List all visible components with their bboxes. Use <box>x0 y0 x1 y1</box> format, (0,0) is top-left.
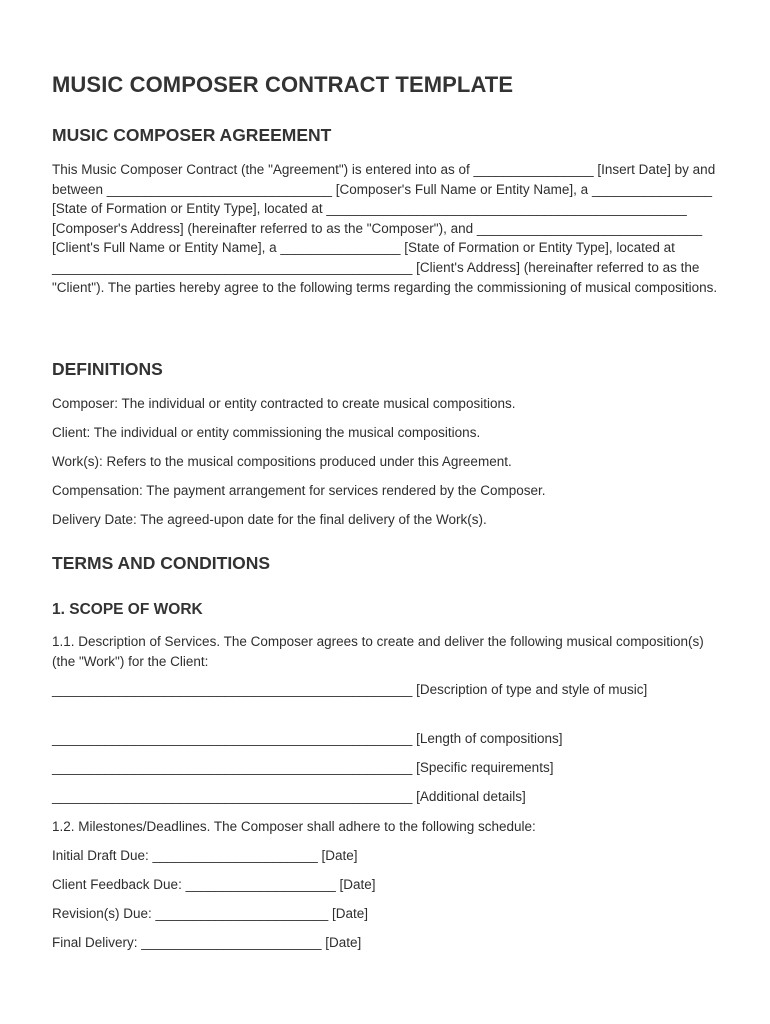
schedule-item: Client Feedback Due: ____________________ [Date] <box>52 877 376 892</box>
definition-item: Delivery Date: The agreed-upon date for the final delivery of the Work(s). <box>52 512 487 527</box>
work-field: ________________________________________________ [Specific requirements] <box>52 760 554 775</box>
work-field: ________________________________________________ [Description of type and style of music] <box>52 682 648 697</box>
definition-item: Work(s): Refers to the musical compositions produced under this Agreement. <box>52 454 512 469</box>
definition-item: Compensation: The payment arrangement for services rendered by the Composer. <box>52 483 546 498</box>
schedule-item: Final Delivery: ________________________ [Date] <box>52 935 362 950</box>
work-field: ________________________________________________ [Length of compositions] <box>52 731 563 746</box>
document-title: MUSIC COMPOSER CONTRACT TEMPLATE <box>52 72 514 97</box>
definition-item: Client: The individual or entity commissioning the musical compositions. <box>52 425 481 440</box>
schedule-item: Initial Draft Due: ______________________ [Date] <box>52 848 358 863</box>
agreement-heading: MUSIC COMPOSER AGREEMENT <box>52 125 332 145</box>
scope-description: 1.1. Description of Services. The Composer agrees to create and deliver the following musical composition(s) (the "Work") for the Client: <box>52 634 704 669</box>
agreement-intro: This Music Composer Contract (the "Agreement") is entered into as of ________________ [Insert Date] by and between ______________________________ [Composer's Full Name or Entity Name], a ________________ [State of Formation or Entity Type], located at ________________________________________________ [Composer's Address] (hereinafter referred to as the "Composer"), and ______________________________ [Client's Full Name or Entity Name], a ________________ [State of Formation or Entity Type], located at ________________________________________________ [Client's Address] (hereinafter referred to as the "Client"). The parties hereby agree to the following terms regarding the commissioning of musical compositions. <box>52 162 718 295</box>
scope-of-work-heading: 1. SCOPE OF WORK <box>52 601 203 618</box>
definitions-heading: DEFINITIONS <box>52 359 163 379</box>
definition-item: Composer: The individual or entity contracted to create musical compositions. <box>52 396 516 411</box>
work-field: ________________________________________________ [Additional details] <box>52 789 526 804</box>
schedule-item: Revision(s) Due: _______________________ [Date] <box>52 906 368 921</box>
terms-heading: TERMS AND CONDITIONS <box>52 553 271 573</box>
milestones-text: 1.2. Milestones/Deadlines. The Composer shall adhere to the following schedule: <box>52 819 536 834</box>
